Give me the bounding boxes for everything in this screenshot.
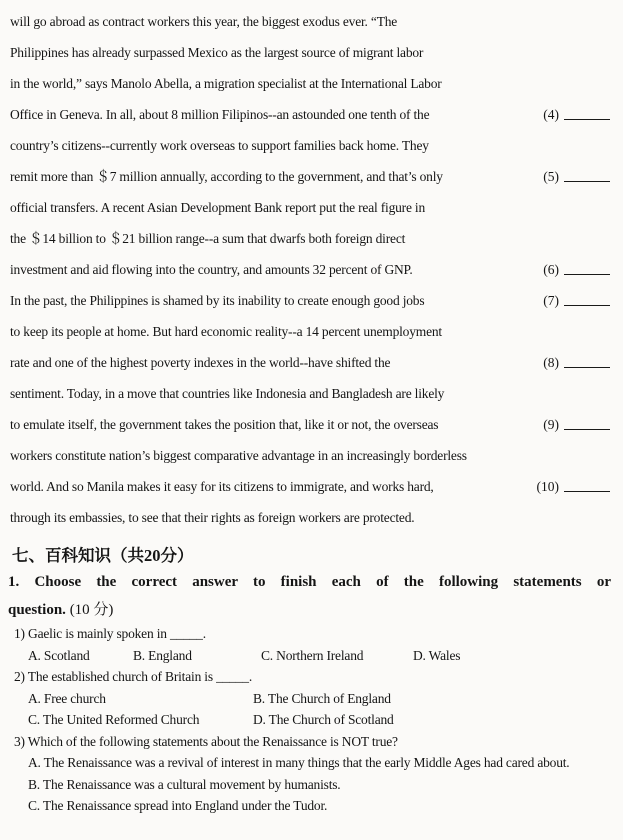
blank-underline xyxy=(564,181,610,182)
option-3c: C. The Renaissance spread into England under the Tudor. xyxy=(28,798,328,813)
task1-instruction-line2 xyxy=(8,598,611,623)
passage-line xyxy=(10,502,610,533)
blank-underline xyxy=(564,367,610,368)
passage-line xyxy=(10,378,610,409)
numbered-blank-4 xyxy=(537,99,610,130)
numbered-blank-5 xyxy=(537,161,610,192)
passage-line xyxy=(10,316,610,347)
passage-line-text: the ＄14 billion to ＄21 billion range--a sum that dwarfs both foreign direct xyxy=(10,231,406,246)
question-2-options xyxy=(28,688,611,731)
option-3a: A. The Renaissance was a revival of interest in many things that the early Middle Ages had cared about. xyxy=(28,755,570,770)
option-2b: B. The Church of England xyxy=(253,690,391,706)
passage-line xyxy=(10,6,610,37)
option-1d: D. Wales xyxy=(413,647,461,663)
option-1c: C. Northern Ireland xyxy=(261,647,364,663)
blank-underline xyxy=(564,119,610,120)
passage-line-text: sentiment. Today, in a move that countries like Indonesia and Bangladesh are likely xyxy=(10,386,445,401)
numbered-blank-8 xyxy=(537,347,610,378)
numbered-blank-6 xyxy=(537,254,610,285)
passage-line xyxy=(10,347,610,378)
question-3-stem: 3) Which of the following statements about the Renaissance is NOT true? xyxy=(14,733,398,749)
blank-number: (4) xyxy=(543,107,559,122)
passage-line-text: will go abroad as contract workers this year, the biggest exodus ever. “The xyxy=(10,14,398,29)
blank-number: (8) xyxy=(543,355,559,370)
passage-line xyxy=(10,223,610,254)
question-list xyxy=(8,623,611,817)
blank-underline xyxy=(564,274,610,275)
blank-number: (7) xyxy=(543,293,559,308)
passage-line-text: official transfers. A recent Asian Development Bank report put the real figure in xyxy=(10,200,426,215)
option-2a: A. Free church xyxy=(28,690,106,706)
section-7-knowledge xyxy=(8,545,611,817)
option-2d: D. The Church of Scotland xyxy=(253,712,394,727)
blank-number: (10) xyxy=(536,479,559,494)
passage-line-text: investment and aid flowing into the country, and amounts 32 percent of GNP. xyxy=(10,262,413,277)
blank-underline xyxy=(564,429,610,430)
passage-line-text: through its embassies, to see that their rights as foreign workers are protected. xyxy=(10,510,415,525)
task1-instruction-text-cont: question. xyxy=(8,602,66,618)
task1-points: (10 分) xyxy=(69,602,114,618)
passage-line-text: Philippines has already surpassed Mexico as the largest source of migrant labor xyxy=(10,45,424,60)
task1-instruction-text: 1. Choose the correct answer to finish each of the following statements or xyxy=(8,574,611,590)
blank-number: (6) xyxy=(543,262,559,277)
passage-line-text: rate and one of the highest poverty indexes in the world--have shifted the xyxy=(10,355,391,370)
passage-line-text: country’s citizens--currently work overseas to support families back home. They xyxy=(10,138,429,153)
numbered-blank-9 xyxy=(537,409,610,440)
passage-line xyxy=(10,285,610,316)
blank-underline xyxy=(564,305,610,306)
passage-line-text: to emulate itself, the government takes the position that, like it or not, the overseas xyxy=(10,417,439,432)
question-2-stem: 2) The established church of Britain is _____. xyxy=(14,669,252,684)
question-1-options xyxy=(28,645,611,667)
passage-line-text: workers constitute nation’s biggest comparative advantage in an increasingly borderless xyxy=(10,448,467,463)
passage-line-text: to keep its people at home. But hard economic reality--a 14 percent unemployment xyxy=(10,324,442,339)
passage-line xyxy=(10,68,610,99)
numbered-blank-7 xyxy=(537,285,610,316)
passage-line-text: world. And so Manila makes it easy for its citizens to immigrate, and works hard, xyxy=(10,479,434,494)
task1-instruction-line1 xyxy=(8,570,611,595)
passage-line xyxy=(10,130,610,161)
blank-number: (9) xyxy=(543,417,559,432)
passage-line xyxy=(10,440,610,471)
option-1a: A. Scotland xyxy=(28,647,90,663)
passage-line xyxy=(10,471,610,502)
option-1b: B. England xyxy=(133,647,192,663)
numbered-blank-10 xyxy=(531,471,611,502)
passage-line xyxy=(10,99,610,130)
passage-line xyxy=(10,192,610,223)
passage-line xyxy=(10,37,610,68)
passage-line-text: In the past, the Philippines is shamed by its inability to create enough good jobs xyxy=(10,293,425,308)
section-heading: 七、百科知识（共20分） xyxy=(12,546,194,565)
passage-line-text: Office in Geneva. In all, about 8 million Filipinos--an astounded one tenth of the xyxy=(10,107,430,122)
question-1-stem: 1) Gaelic is mainly spoken in _____. xyxy=(14,626,206,641)
option-3b: B. The Renaissance was a cultural movement by humanists. xyxy=(28,776,341,792)
passage-line-text: remit more than ＄7 million annually, according to the government, and that’s only xyxy=(10,169,443,184)
blank-number: (5) xyxy=(543,169,559,184)
passage-line xyxy=(10,409,610,440)
passage-line xyxy=(10,161,610,192)
passage-line-text: in the world,” says Manolo Abella, a migration specialist at the International Labor xyxy=(10,76,442,91)
passage-line xyxy=(10,254,610,285)
option-2c: C. The United Reformed Church xyxy=(28,712,200,727)
blank-underline xyxy=(564,491,610,492)
